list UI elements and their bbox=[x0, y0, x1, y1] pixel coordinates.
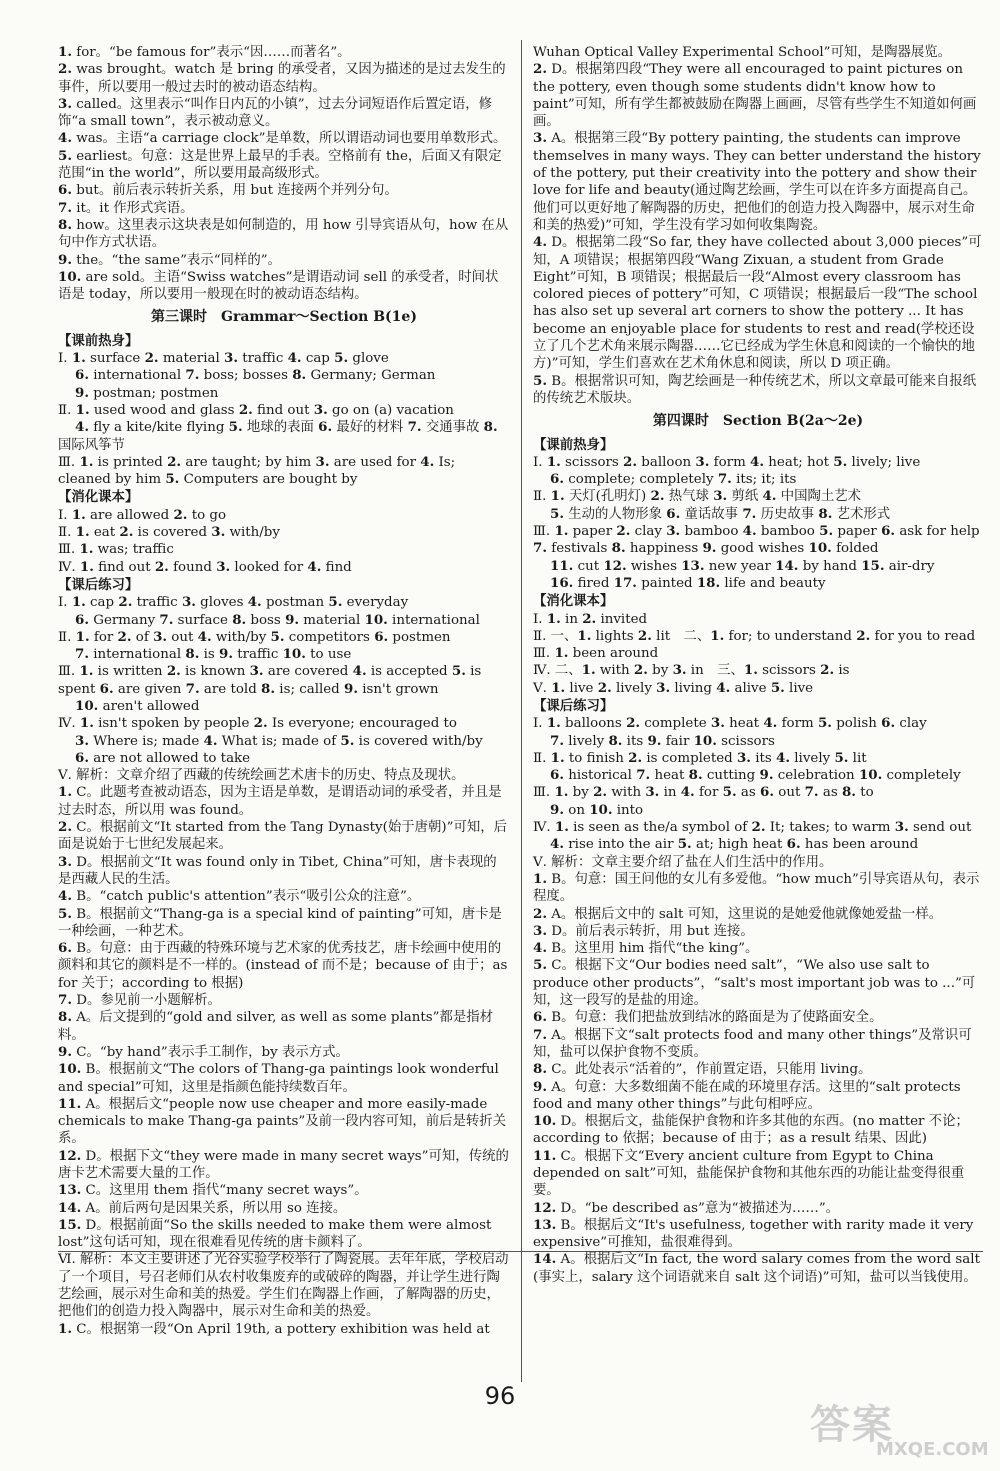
right_column-line: 【消化课本】 bbox=[533, 593, 614, 610]
left_column-line: 6. international 7. boss; bosses 8. Germany; German bbox=[75, 367, 436, 384]
right_column-line: 【课后练习】 bbox=[533, 697, 614, 714]
left-column bbox=[58, 44, 510, 1338]
left_column-line: 1. for。“be famous for”表示“因……而著名”。 bbox=[58, 44, 351, 60]
left_column-line: 4. B。“catch public's attention”表示“吸引公众的注意”。 bbox=[58, 888, 421, 905]
left_column-line: Ⅰ. 1. cap 2. traffic 3. gloves 4. postman 5. everyday bbox=[58, 594, 409, 611]
left_column-line: 【消化课本】 bbox=[58, 489, 139, 506]
left_column-line: 7. D。参见前一小题解析。 bbox=[58, 992, 221, 1009]
left_column-line: Ⅰ. 1. are allowed 2. to go bbox=[58, 506, 227, 523]
right_column-line: 14. A。根据后文“In fact, the word salary comes from the word salt (事实上，salary 这个词语就来自 salt 这个词语)”可知，盐可以当钱使用。 bbox=[533, 1251, 980, 1285]
left_column-line: 10. aren't allowed bbox=[75, 697, 200, 714]
right_column-line: 4. B。这里用 him 指代“the king”。 bbox=[533, 940, 759, 957]
column-divider bbox=[521, 40, 522, 1382]
right_column-line: 4. rise into the air 5. at; high heat 6. has been around bbox=[550, 836, 919, 853]
right_column-line: Ⅲ. 1. paper 2. clay 3. bamboo 4. bamboo 5. paper 6. ask for help 7. festivals 8. happiness 9. good wishes 10. folded bbox=[533, 523, 980, 557]
left_column-line: 7. international 8. is 9. traffic 10. to use bbox=[75, 646, 352, 663]
right_column-line: Ⅲ. 1. by 2. with 3. in 4. for 5. as 6. out 7. as 8. to bbox=[533, 784, 874, 801]
watermark-logo bbox=[810, 1393, 988, 1465]
left_column-line: Ⅲ. 1. was; traffic bbox=[58, 541, 174, 558]
right_column-line: Ⅰ. 1. in 2. invited bbox=[533, 610, 648, 627]
right_column-line: 6. B。句意：我们把盐放到结冰的路面是为了使路面安全。 bbox=[533, 1009, 883, 1026]
left_column-line: Ⅲ. 1. is written 2. is known 3. are covered 4. is accepted 5. is spent 6. are given 7. are told 8. is; called 9. isn't grown bbox=[58, 663, 482, 697]
right_column-line: Ⅴ. 解析：文章主要介绍了盐在人们生活中的作用。 bbox=[533, 854, 833, 870]
left_column-line: 4. was。主语“a carriage clock”是单数，所以谓语动词也要用单数形式。 bbox=[58, 130, 507, 147]
page-number: 96 bbox=[484, 1382, 516, 1410]
right_column-line: 16. fired 17. painted 18. life and beauty bbox=[550, 574, 826, 591]
left_column-line: 10. B。根据前文“The colors of Thang-ga paintings look wonderful and special”可知，这里是指颜色能持续数百年。 bbox=[58, 1061, 499, 1095]
left_column-line: 13. C。这里用 them 指代“many secret ways”。 bbox=[58, 1182, 368, 1199]
right_column-line: 11. cut 12. wishes 13. new year 14. by hand 15. air-dry bbox=[550, 557, 935, 574]
left_column-line: 11. A。根据后文“people now use cheaper and more easily-made chemicals to make Thang-ga paints”及前一段内容可知，前后是转折关系。 bbox=[58, 1095, 507, 1147]
left_column-line: 8. how。这里表示这块表是如何制造的，用 how 引导宾语从句，how 在从句中作方式状语。 bbox=[58, 216, 509, 251]
right_column-line: Ⅳ. 1. is seen as the/a symbol of 2. It; takes; to warm 3. send out bbox=[533, 819, 972, 836]
left_column-line: Ⅳ. 1. isn't spoken by people 2. Is everyone; encouraged to bbox=[58, 715, 457, 732]
left_column-line: 15. D。根据前面“So the skills needed to make them were almost lost”这句话可知，现在很难看见传统的唐卡颜料了。 bbox=[58, 1216, 492, 1251]
left_column-line: 6. are not allowed to take bbox=[75, 749, 251, 766]
right_column-line: 12. D。“be described as”意为“被描述为……”。 bbox=[533, 1199, 840, 1216]
left_column-line: 12. D。根据下文“they were made in many secret ways”可知，传统的唐卡艺术需要大量的工作。 bbox=[58, 1147, 509, 1181]
right_column-line: Ⅱ. 1. to finish 2. is completed 3. its 4. lively 5. lit bbox=[533, 749, 867, 766]
left_column-line: 9. the。“the same”表示“同样的”。 bbox=[58, 251, 281, 268]
left_column-line: Ⅴ. 解析：文章介绍了西藏的传统绘画艺术唐卡的历史、特点及现状。 bbox=[58, 768, 465, 784]
right_column-line: 8. C。此处表示“活着的”，作前置定语，只能用 living。 bbox=[533, 1061, 872, 1078]
left_column-line: 6. B。句意：由于西藏的特殊环境与艺术家的优秀技艺，唐卡绘画中使用的颜料和其它的颜料是不一样的。(instead of 而不是；because of 由于；as for 关于；according to 根据) bbox=[58, 940, 508, 991]
left_column-line: 【课后练习】 bbox=[58, 576, 139, 593]
left_column-line: 10. are sold。主语“Swiss watches”是谓语动词 sell 的承受者，时间状语是 today，所以要用一般现在时的被动语态结构。 bbox=[58, 268, 499, 303]
right_column-line: 【课前热身】 bbox=[533, 436, 614, 453]
watermark-site: MXQE.COM bbox=[876, 1439, 989, 1460]
right_column-line: Ⅴ. 1. live 2. lively 3. living 4. alive 5. live bbox=[533, 679, 814, 696]
right_column-line: 10. D。根据后文，盐能保护食物和许多其他的东西。(no matter 不论；according to 依据；because of 由于；as a result 结果、因此) bbox=[533, 1113, 969, 1147]
left_column-line: 2. was brought。watch 是 bring 的承受者，又因为描述的是过去发生的事件，所以要用一般过去时的被动语态结构。 bbox=[58, 61, 506, 95]
left_column-line: 6. but。前后表示转折关系，用 but 连接两个并列分句。 bbox=[58, 182, 398, 199]
left_column-line: 3. D。根据前文“It was found only in Tibet, China”可知，唐卡表现的是西藏人民的生活。 bbox=[58, 853, 497, 887]
right_column-line: 3. D。前后表示转折，用 but 连接。 bbox=[533, 922, 754, 939]
right_column-line: 1. B。句意：国王问他的女儿有多爱他。“how much”引导宾语从句，表示程度。 bbox=[533, 870, 980, 905]
right_column-line: 13. B。根据后文“It's usefulness, together with rarity made it very expensive”可推知，盐很难得到。 bbox=[533, 1216, 974, 1251]
right_column-line: 7. A。根据下文“salt protects food and many other things”及常识可知，盐可以保护食物不变质。 bbox=[533, 1026, 972, 1060]
right_column-line: Ⅱ. 一、1. lights 2. lit 二、1. for; to understand 2. for you to read bbox=[533, 627, 976, 644]
left_column-line: 14. A。前后两句是因果关系，所以用 so 连接。 bbox=[58, 1199, 347, 1216]
right_column-line: 4. D。根据第二段“So far, they have collected about 3,000 pieces”可知，A 项错误；根据第四段“Wang Zixuan, a student from Grade Eight”可知，B 项错误；根据最后一段“Almost every classroom has colored pieces of pottery”可知，C 项错误；根据最后一段“The school has also set up several art corners to show the pottery ... It has become an enjoyable place for students to rest and read(学校还设立了几个艺术角来展示陶器……它已经成为学生休息和阅读的一个愉快的地方)”可知，学生们喜欢在艺术角休息和阅读，所以 D 项正确。 bbox=[533, 234, 982, 372]
right_column-line: 5. C。根据下文“Our bodies need salt”，“We also use salt to produce other products”，“salt's most important job was to ...”可知，这一段写的是盐的用途。 bbox=[533, 957, 976, 1009]
left_column-line: 7. it。it 作形式宾语。 bbox=[58, 199, 194, 216]
right_column-line: 9. on 10. into bbox=[550, 801, 644, 818]
left_column-line: Ⅳ. 1. find out 2. found 3. looked for 4. find bbox=[58, 558, 352, 575]
right_column-line: 5. 生动的人物形象 6. 童话故事 7. 历史故事 8. 艺术形式 bbox=[550, 505, 891, 522]
left_column-line: 9. C。“by hand”表示手工制作，by 表示方式。 bbox=[58, 1043, 349, 1060]
left_column-line: Ⅱ. 1. eat 2. is covered 3. with/by bbox=[58, 524, 280, 541]
right_column-line: Ⅳ. 二、1. with 2. by 3. in 三、1. scissors 2. is bbox=[533, 662, 850, 679]
left_column-line: 4. fly a kite/kite flying 5. 地球的表面 6. 最好的材料 7. 交通事故 8. 国际风筝节 bbox=[58, 419, 498, 453]
left_column-line: 5. earliest。句意：这是世界上最早的手表。空格前有 the，后面又有限定范围“in the world”，所以要用最高级形式。 bbox=[58, 147, 502, 182]
left_column-line: 5. B。根据前文“Thang-ga is a special kind of painting”可知，唐卡是一种绘画，一种艺术。 bbox=[58, 905, 502, 939]
left_column-line: Ⅱ. 1. used wood and glass 2. find out 3. go on (a) vacation bbox=[58, 401, 454, 418]
left_column-line: 【课前热身】 bbox=[58, 332, 139, 349]
right_column-line: 7. lively 8. its 9. fair 10. scissors bbox=[550, 732, 775, 749]
right_column-line: Ⅰ. 1. balloons 2. complete 3. heat 4. form 5. polish 6. clay bbox=[533, 715, 927, 732]
left_column-line: Ⅵ. 解析：本文主要讲述了光谷实验学校举行了陶瓷展。去年年底，学校启动了一个项目，号召老师们从农村收集废弃的或破碎的陶器，并让学生进行陶艺绘画，展示对生命和美的热爱。学生们在陶器上作画，了解陶器的历史，把他们的创造力投入陶器中，展示对生命和美的热爱。 bbox=[58, 1252, 509, 1320]
left_column-line: 3. Where is; made 4. What is; made of 5. is covered with/by bbox=[75, 732, 483, 749]
right_column-line: 9. A。句意：大多数细菌不能在咸的环境里存活。这里的“salt protects food and many other things”与此句相呼应。 bbox=[533, 1078, 961, 1112]
right_column-line: Wuhan Optical Valley Experimental School”可知，是陶器展览。 bbox=[533, 45, 952, 60]
right_column-line: 6. historical 7. heat 8. cutting 9. celebration 10. completely bbox=[550, 767, 961, 784]
right_column-line: 3. A。根据第三段“By pottery painting, the students can improve themselves in many ways. They can better understand the history of the pottery, put their creativity into the pottery and show their love for life and beauty(通过陶艺绘画，学生可以在许多方面提高自己。他们可以更好地了解陶器的历史，把他们的创造力投入陶器中，展示对生命和美的热爱)”可知，学生没有学习如何收集陶瓷。 bbox=[533, 130, 981, 233]
left_column-line: 9. postman; postmen bbox=[75, 384, 219, 401]
right_column-line: 2. D。根据第四段“They were all encouraged to paint pictures on the pottery, even though some students didn't know how to paint”可知，所有学生都被鼓励在陶器上画画，尽管有些学生不知道如何画画。 bbox=[533, 61, 977, 130]
right-column bbox=[533, 44, 983, 1286]
watermark-text: 答案 bbox=[810, 1402, 894, 1448]
left_column-line: 1. C。此题考查被动语态，因为主语是单数，是谓语动词的承受者，并且是过去时态，所以用 was found。 bbox=[58, 784, 502, 818]
right_column-line: Ⅱ. 1. 天灯(孔明灯) 2. 热气球 3. 剪纸 4. 中国陶土艺术 bbox=[533, 488, 862, 505]
left_column-line: 1. C。根据第一段“On April 19th, a pottery exhibition was held at bbox=[58, 1320, 490, 1337]
right_column-line: 5. B。根据常识可知，陶艺绘画是一种传统艺术，所以文章最可能来自报纸的传统艺术版块。 bbox=[533, 372, 977, 406]
right_column-line: 2. A。根据后文中的 salt 可知，这里说的是她爱他就像她爱盐一样。 bbox=[533, 905, 943, 922]
right_column-line: 6. complete; completely 7. its; it; its bbox=[550, 471, 797, 488]
right_column-line: Ⅰ. 1. scissors 2. balloon 3. form 4. heat; hot 5. lively; live bbox=[533, 453, 921, 470]
left_column-line: 3. called。这里表示“叫作日内瓦的小镇”，过去分词短语作后置定语，修饰“a small town”，表示被动意义。 bbox=[58, 95, 493, 130]
left_column-line: Ⅲ. 1. is printed 2. are taught; by him 3. are used for 4. Is; cleaned by him 5. Computers are bought by bbox=[58, 453, 456, 488]
left_column-line: 第三课时 Grammar～Section B(1e) bbox=[151, 309, 417, 326]
left_column-line: 6. Germany 7. surface 8. boss 9. material 10. international bbox=[75, 611, 480, 628]
left_column-line: Ⅰ. 1. surface 2. material 3. traffic 4. cap 5. glove bbox=[58, 350, 389, 367]
left_column-line: Ⅱ. 1. for 2. of 3. out 4. with/by 5. competitors 6. postmen bbox=[58, 628, 451, 645]
right_column-line: 11. C。根据下文“Every ancient culture from Egypt to China depended on salt”可知，盐能保护食物和其他东西的功能让盐变得很重要。 bbox=[533, 1147, 965, 1199]
right_column-line: 第四课时 Section B(2a～2e) bbox=[652, 413, 864, 430]
right_column-line: Ⅲ. 1. been around bbox=[533, 645, 659, 662]
left_column-line: 8. A。后文提到的“gold and silver, as well as some plants”都是指材料。 bbox=[58, 1009, 494, 1043]
left_column-line: 2. C。根据前文“It started from the Tang Dynasty(始于唐朝)”可知，后面是说始于七世纪发展起来。 bbox=[58, 819, 508, 853]
